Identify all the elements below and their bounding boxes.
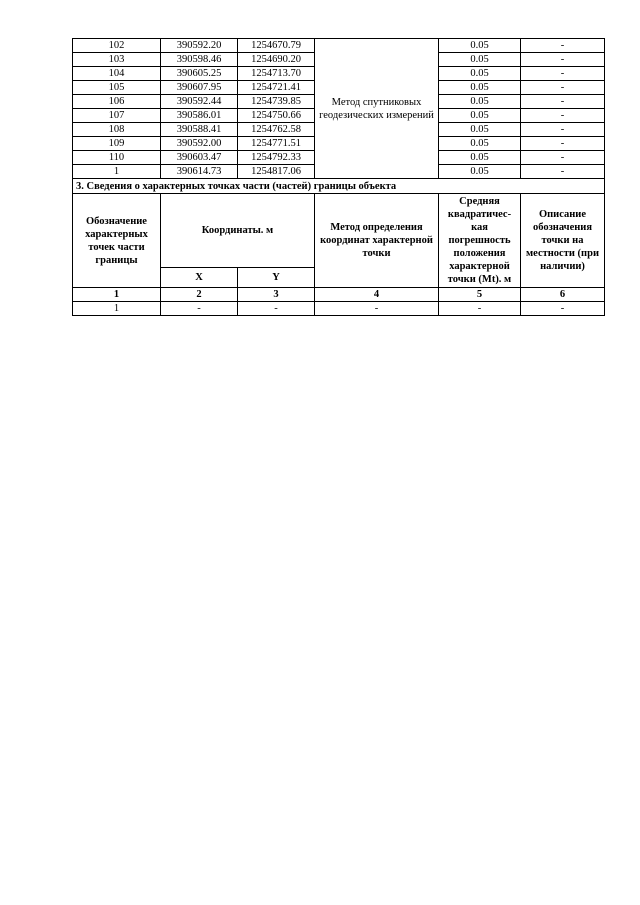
description: - (521, 109, 605, 123)
accuracy: 0.05 (439, 67, 521, 81)
coord-y: 1254762.58 (238, 123, 315, 137)
header-x: X (161, 268, 238, 288)
method: - (315, 302, 439, 316)
header-row (73, 194, 605, 268)
description: - (521, 53, 605, 67)
column-number: 4 (315, 288, 439, 302)
point-number: 1 (73, 302, 161, 316)
header-coordinates: Координаты. м (161, 194, 315, 268)
point-number: 110 (73, 151, 161, 165)
header-description: Описание обозначения точки на местности (при наличии) (521, 194, 605, 288)
point-number: 106 (73, 95, 161, 109)
column-number: 3 (238, 288, 315, 302)
section-title: 3. Сведения о характерных точках части (частей) границы объекта (73, 179, 605, 194)
coord-x: 390592.00 (161, 137, 238, 151)
method-cell: Метод спутниковых геодезических измерений (315, 39, 439, 179)
accuracy: 0.05 (439, 53, 521, 67)
table-row (73, 302, 605, 316)
accuracy: 0.05 (439, 137, 521, 151)
accuracy: 0.05 (439, 109, 521, 123)
description: - (521, 39, 605, 53)
point-number: 109 (73, 137, 161, 151)
accuracy: 0.05 (439, 165, 521, 179)
point-number: 107 (73, 109, 161, 123)
accuracy: 0.05 (439, 95, 521, 109)
coord-x: 390592.20 (161, 39, 238, 53)
point-number: 1 (73, 165, 161, 179)
description: - (521, 81, 605, 95)
table-row (73, 39, 605, 53)
description: - (521, 95, 605, 109)
coordinates-table (72, 38, 605, 316)
coord-y: 1254750.66 (238, 109, 315, 123)
accuracy: 0.05 (439, 39, 521, 53)
header-point: Обозначение характерных точек части границы (73, 194, 161, 288)
coord-y: 1254739.85 (238, 95, 315, 109)
coord-y: 1254670.79 (238, 39, 315, 53)
header-method: Метод определения координат характерной точки (315, 194, 439, 288)
coord-x: 390598.46 (161, 53, 238, 67)
coord-x: 390592.44 (161, 95, 238, 109)
column-number: 1 (73, 288, 161, 302)
description: - (521, 137, 605, 151)
description: - (521, 151, 605, 165)
coord-y: 1254771.51 (238, 137, 315, 151)
description: - (521, 302, 605, 316)
description: - (521, 123, 605, 137)
accuracy: 0.05 (439, 151, 521, 165)
coord-y: 1254792.33 (238, 151, 315, 165)
point-number: 102 (73, 39, 161, 53)
coord-x: 390586.01 (161, 109, 238, 123)
coord-y: 1254713.70 (238, 67, 315, 81)
coord-x: 390603.47 (161, 151, 238, 165)
column-number: 2 (161, 288, 238, 302)
coord-x: 390614.73 (161, 165, 238, 179)
point-number: 105 (73, 81, 161, 95)
coord-y: 1254690.20 (238, 53, 315, 67)
coord-x: 390605.25 (161, 67, 238, 81)
accuracy: 0.05 (439, 123, 521, 137)
column-numbers-row (73, 288, 605, 302)
coord-y: 1254721.41 (238, 81, 315, 95)
document-sheet (72, 38, 599, 316)
coord-y: 1254817.06 (238, 165, 315, 179)
coord-y: - (238, 302, 315, 316)
header-y: Y (238, 268, 315, 288)
point-number: 104 (73, 67, 161, 81)
section-title-row (73, 179, 605, 194)
point-number: 108 (73, 123, 161, 137)
coord-x: 390588.41 (161, 123, 238, 137)
point-number: 103 (73, 53, 161, 67)
accuracy: 0.05 (439, 81, 521, 95)
coord-x: - (161, 302, 238, 316)
description: - (521, 67, 605, 81)
column-number: 6 (521, 288, 605, 302)
accuracy: - (439, 302, 521, 316)
column-number: 5 (439, 288, 521, 302)
description: - (521, 165, 605, 179)
header-accuracy: Средняя квадратичес-кая погрешность положения характерной точки (Mt). м (439, 194, 521, 288)
coord-x: 390607.95 (161, 81, 238, 95)
